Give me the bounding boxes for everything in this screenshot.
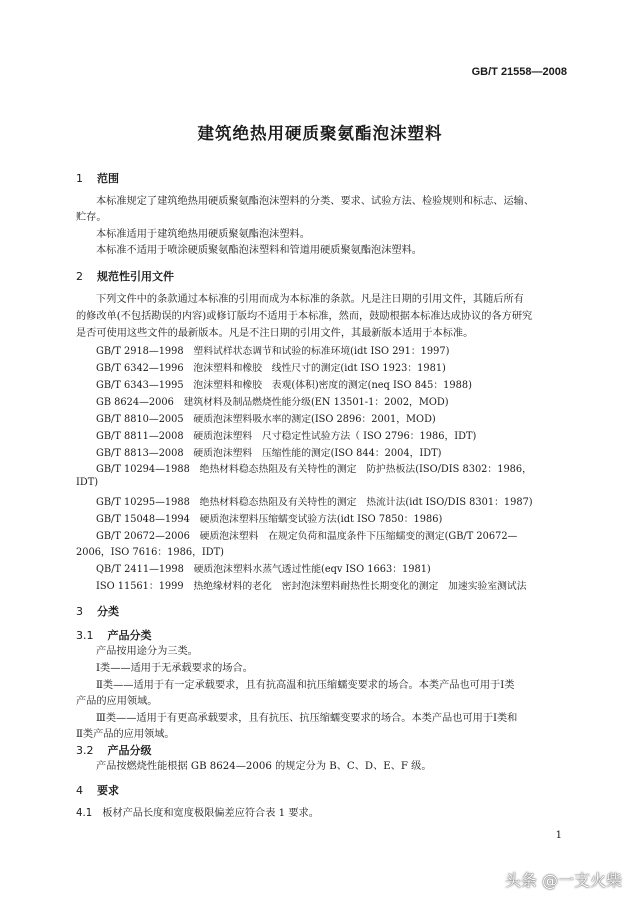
section-number: 1 xyxy=(76,172,83,185)
reference-item: GB/T 6342—1996 泡沫塑料和橡胶 线性尺寸的测定(idt ISO 1923：1981) xyxy=(96,363,446,374)
reference-item: GB/T 2918—1998 塑料试样状态调节和试验的标准环境(idt ISO 291：1997) xyxy=(96,346,450,357)
reference-item: GB/T 20672—2006 硬质泡沫塑料 在规定负荷和温度条件下压缩蠕变的测定(GB/T 20672— xyxy=(96,531,518,542)
reference-item: GB/T 8813—2008 硬质泡沫塑料 压缩性能的测定(ISO 844：2004，IDT) xyxy=(96,448,442,459)
watermark: 头条 @一支火柴 xyxy=(504,871,622,890)
reference-item: GB 8624—2006 建筑材料及制品燃烧性能分级(EN 13501-1：2002，MOD) xyxy=(96,397,449,408)
reference-item: ISO 11561：1999 热绝缘材料的老化 密封泡沫塑料耐热性长期变化的测定 加速实验室测试法 xyxy=(96,581,527,592)
reference-item-continuation: IDT) xyxy=(76,477,99,488)
section-title: 规范性引用文件 xyxy=(97,270,174,283)
standard-code: GB/T 21558—2008 xyxy=(471,66,567,78)
reference-item: GB/T 6343—1995 泡沫塑料和橡胶 表观(体积)密度的测定(neq ISO 845：1988) xyxy=(96,380,472,391)
subsection-number: 4.1 xyxy=(76,808,93,819)
paragraph: 产品的应用领域。 xyxy=(76,696,158,707)
paragraph: 下列文件中的条款通过本标准的引用而成为本标准的条款。凡是注日期的引用文件，其随后所有 xyxy=(96,294,524,305)
paragraph: Ⅰ类——适用于无承载要求的场合。 xyxy=(96,663,253,674)
paragraph: 产品按燃烧性能根据 GB 8624—2006 的规定分为 B、C、D、E、F 级。 xyxy=(96,761,432,772)
reference-item: GB/T 8810—2005 硬质泡沫塑料吸水率的测定(ISO 2896：2001，MOD) xyxy=(96,414,436,425)
section-number: 4 xyxy=(76,784,83,797)
subsection-title: 产品分级 xyxy=(107,744,152,757)
subsection-number: 3.1 xyxy=(76,629,94,642)
paragraph: 是否可使用这些文件的最新版本。凡是不注日期的引用文件，其最新版本适用于本标准。 xyxy=(76,328,474,339)
section-number: 3 xyxy=(76,605,83,618)
paragraph: Ⅱ类——适用于有一定承载要求，且有抗高温和抗压缩蠕变要求的场合。本类产品也可用于Ⅰ类 xyxy=(96,680,515,691)
page-number: 1 xyxy=(555,830,562,841)
section-2-heading xyxy=(76,268,174,284)
paragraph: 的修改单(不包括勘误的内容)或修订版均不适用于本标准，然而，鼓励根据本标准达成协议的各方研究 xyxy=(76,311,533,322)
subsection-number: 3.2 xyxy=(76,744,94,757)
section-title: 范围 xyxy=(97,172,119,185)
reference-item: GB/T 8811—2008 硬质泡沫塑料 尺寸稳定性试验方法（ ISO 2796：1986，IDT) xyxy=(96,431,477,442)
paragraph: Ⅱ类产品的应用领域。 xyxy=(76,729,175,740)
section-3-heading xyxy=(76,603,119,619)
paragraph: 本标准适用于建筑绝热用硬质聚氨酯泡沫塑料。 xyxy=(96,229,310,240)
paragraph: 板材产品长度和宽度极限偏差应符合表 1 要求。 xyxy=(102,808,319,819)
paragraph: 贮存。 xyxy=(76,212,107,223)
paragraph: 产品按用途分为三类。 xyxy=(96,646,198,657)
paragraph: 本标准不适用于喷涂硬质聚氨酯泡沫塑料和管道用硬质聚氨酯泡沫塑料。 xyxy=(96,245,422,256)
subsection-4-1-line xyxy=(76,805,319,822)
paragraph: Ⅲ类——适用于有更高承载要求，且有抗压、抗压缩蠕变要求的场合。本类产品也可用于Ⅰ类和 xyxy=(96,713,518,724)
reference-item: GB/T 10295—1988 绝热材料稳态热阻及有关特性的测定 热流计法(idt ISO/DIS 8301：1987) xyxy=(96,497,533,508)
section-number: 2 xyxy=(76,270,83,283)
section-title: 分类 xyxy=(97,605,119,618)
reference-item: GB/T 10294—1988 绝热材料稳态热阻及有关特性的测定 防护热板法(ISO/DIS 8302：1986， xyxy=(96,464,532,475)
subsection-3-1-heading xyxy=(76,627,152,643)
reference-item: QB/T 2411—1998 硬质泡沫塑料水蒸气透过性能(eqv ISO 1663：1981) xyxy=(96,564,431,575)
document-title: 建筑绝热用硬质聚氨酯泡沫塑料 xyxy=(197,124,443,143)
section-1-heading xyxy=(76,170,119,186)
subsection-3-2-heading xyxy=(76,742,152,758)
subsection-title: 产品分类 xyxy=(107,629,152,642)
paragraph: 本标准规定了建筑绝热用硬质聚氨酯泡沫塑料的分类、要求、试验方法、检验规则和标志、运输、 xyxy=(96,196,535,207)
reference-item-continuation: 2006，ISO 7616：1986，IDT) xyxy=(76,547,224,558)
section-4-heading xyxy=(76,782,119,798)
section-title: 要求 xyxy=(97,784,119,797)
reference-item: GB/T 15048—1994 硬质泡沫塑料压缩蠕变试验方法(idt ISO 7850：1986) xyxy=(96,514,443,525)
